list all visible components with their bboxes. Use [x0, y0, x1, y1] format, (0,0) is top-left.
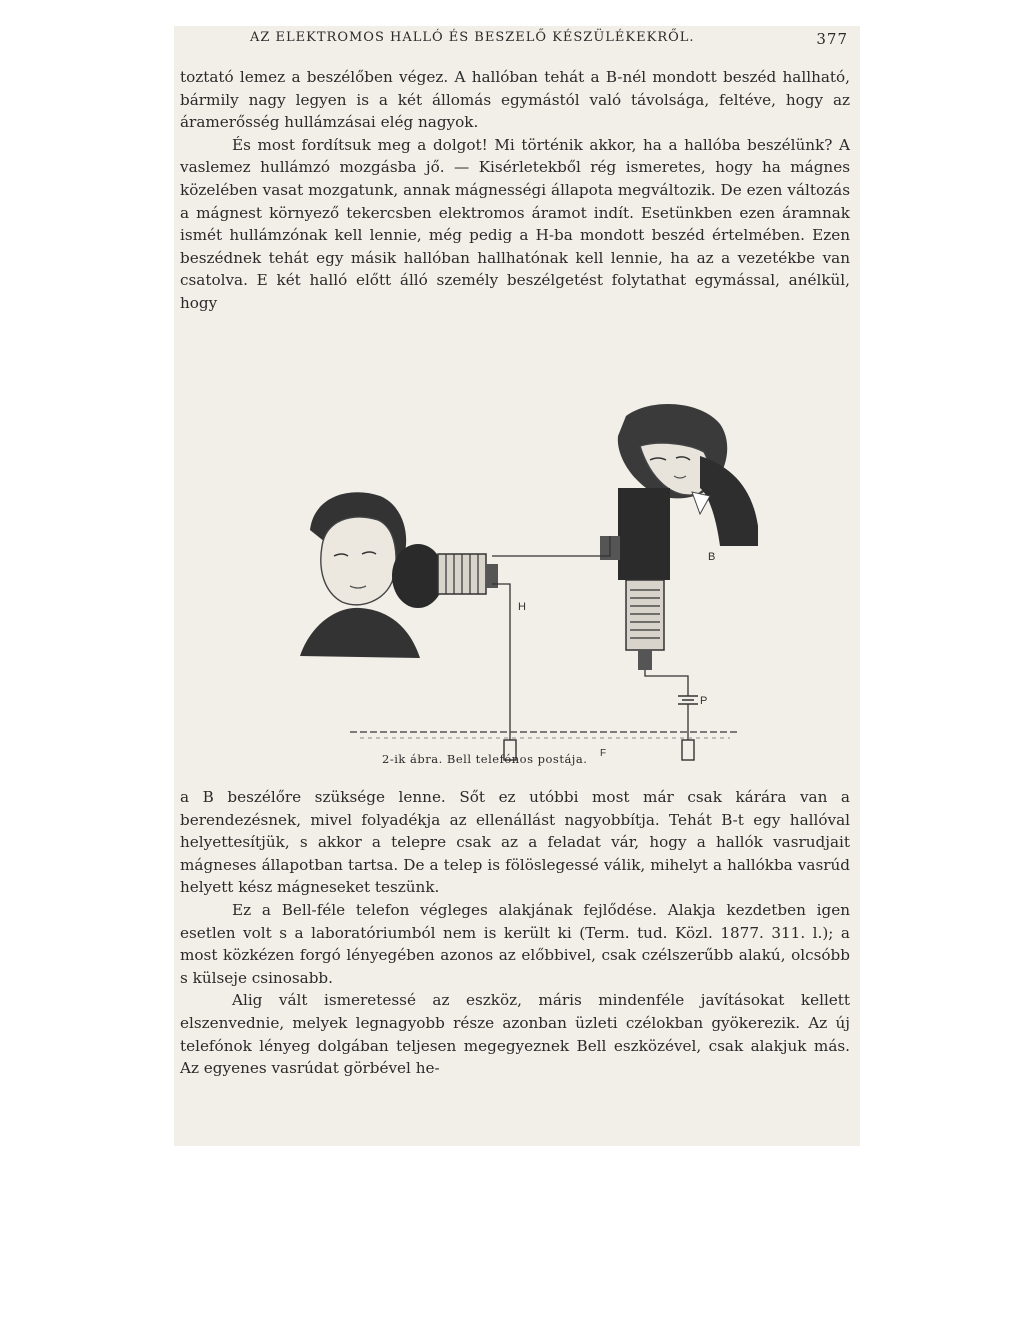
telephone-illustration: [300, 396, 760, 766]
figure-caption: 2-ik ábra. Bell telefónos postája.: [382, 752, 588, 766]
page-number: 377: [816, 30, 848, 48]
label-p: P: [700, 695, 708, 707]
telephone-b: [600, 488, 670, 670]
battery-p: [678, 696, 698, 704]
telephone-h: [392, 544, 498, 608]
book-page: [174, 26, 860, 1146]
label-b: B: [708, 551, 716, 563]
paragraph: Ez a Bell-féle telefon végleges alakjának fejlődése. Alakja kezdetben igen esetlen volt s a laboratóriumból nem is került ki (Term. tud. Közl. 1877. 311. l.); a most közkézen forgó lényegében azonos az előbbivel, csak czélszerűbb alakú, olcsóbb s külseje csinosabb.: [180, 900, 850, 987]
body-text-top: [180, 66, 850, 315]
label-f: F: [600, 748, 607, 759]
paragraph: toztató lemez a beszélőben végez. A hallóban tehát a B-nél mondott beszéd hallható, bármily nagy legyen is a két állomás egymástól való távolsága, feltéve, hogy az áramerősség hullámzásai elég nagyok.: [180, 68, 850, 132]
label-h: H: [518, 601, 526, 613]
running-head-title: AZ ELEKTROMOS HALLÓ ÉS BESZELŐ KÉSZÜLÉKEKRŐL.: [250, 30, 695, 45]
paragraph: a B beszélőre szüksége lenne. Sőt ez utóbbi most már csak kárára van a berendezésnek, mivel folyadékja az ellenállást nagyobbítja. Tehát B-t egy hallóval helyettesítjük, s akkor a telepre csak az a feladat vár, hogy a hallók vasrudjait mágneses állapotban tartsa. De a telep is fölöslegessé válik, mihelyt a hallókba vasrúd helyett kész mágneseket teszünk.: [180, 788, 850, 897]
body-text-bottom: [180, 786, 850, 1080]
paragraph: És most fordítsuk meg a dolgot! Mi történik akkor, ha a hallóba beszélünk? A vaslemez hullámzó mozgásba jő. — Kisérletekből rég ismeretes, hogy ha mágnes közelében vasat mozgatunk, annak mágnességi állapota megváltozik. De ezen változás a mágnest környező tekercsben elektromos áramot indít. Esetünkben ezen áramnak ismét hullámzónak kell lennie, még pedig a H-ba mondott beszéd értelmében. Ezen beszédnek tehát egy másik hallóban hallhatónak kell lennie, ha az a vezetékbe van csatolva. E két halló előtt álló személy beszélgetést folytathat egymással, anélkül, hogy: [180, 135, 850, 312]
paragraph: Alig vált ismeretessé az eszköz, máris mindenféle javításokat kellett elszenvednie, melyek legnagyobb része azonban üzleti czélokban gyökerezik. Az új telefónok lényeg dolgában teljesen megegyeznek Bell eszközével, csak alakjuk más. Az egyenes vasrúdat görbével he-: [180, 991, 850, 1078]
running-head: [250, 30, 848, 52]
